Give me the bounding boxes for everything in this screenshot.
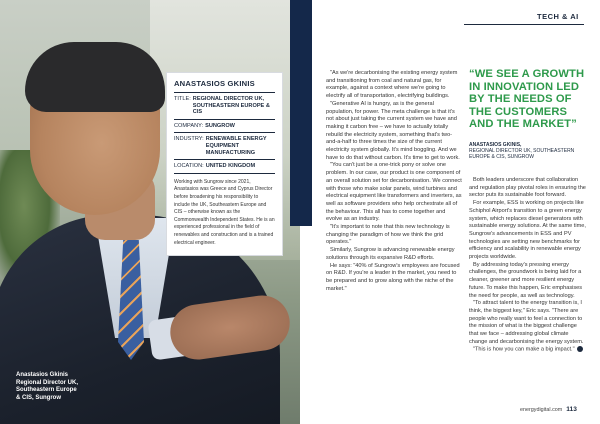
footer-site: energydigital.com [520,407,563,413]
paragraph: Both leaders underscore that collaboration and regulation play pivotal roles in ensuring the sector puts its sustainable foot forward. [469,177,586,199]
caption-line: Regional Director UK, [16,379,79,386]
profile-row-industry [174,133,275,160]
paragraph: By addressing today's pressing energy challenges, the groundwork is being laid for a cleaner, greener and more resilient energy future. To make this happen, Eric emphasises the need for people, as well as technology. [469,261,583,299]
paragraph: "Generative AI is hungry, as is the general population, for power. The meta challenge is that it's not about just taking the current system we have and making it carbon free – we have to actually totally rebuild the electricity system, something that's two-and-a-half to three times the size of the current electricity system globally. It's mind boggling. And we have to do that without carbon. It's time to get to work. [326,100,460,161]
paragraph-text: "This is how you can make a big impact." [473,346,575,353]
body-column-middle [326,70,462,293]
caption-line: & CIS, Sungrow [16,394,61,401]
profile-label: LOCATION: [174,163,204,170]
profile-bio: Working with Sungrow since 2021, Anastasios was Greece and Cyprus Director before broadening his responsibility to include the UK, Southeastern Europe and CIS – otherwise known as the Commonwealth Independent States. He is an experienced professional in the field of renewables and construction and is a trained electrical engineer. [174,178,275,246]
paragraph-final [469,346,587,354]
hair [25,42,165,112]
paragraph: He says: "40% of Sungrow's employees are focused on R&D. If you're a leader in the market, you need to be prepared and to grow along with the niche of the market." [326,262,460,292]
paragraph: "You can't just be a one-trick pony or solve one problem. In our case, our product is one component of an overall solution set for decarbonisation. We connect with those who make solar panels, wind turbines and electrical equipment like transformers and inverters, as well as software providers who help orchestrate all of the behaviour. This all has to come together and evolve as an industry. [326,162,462,223]
section-divider [464,24,584,25]
profile-value: REGIONAL DIRECTOR UK, SOUTHEASTERN EUROPE & CIS [192,96,270,116]
profile-row-location [174,160,275,174]
caption-line: Anastasios Gkinis [16,372,69,378]
page-number: 113 [566,406,577,413]
profile-label: TITLE: [174,96,191,102]
quote-attribution [469,142,587,161]
profile-row-title [174,93,275,120]
paragraph: "As we're decarbonising the existing energy system and transitioning from coal and natural gas, for example, against a context where we're going to electrify all of transportation, electrifying buildings. [326,70,458,100]
paragraph: Similarly, Sungrow is advancing renewable energy solutions through its expansive R&D efforts. [326,247,455,261]
paragraph: "It's important to note that this new technology is changing the paradigm of how we think the grid operates." [326,224,450,246]
attribution-name: ANASTASIOS GKINIS, [469,142,522,148]
profile-row-company [174,120,275,134]
profile-label: COMPANY: [174,122,204,129]
profile-value: SUNGROW [205,122,235,129]
end-of-article-icon [577,346,583,352]
pull-quote: “WE SEE A GROWTH IN INNOVATION LED BY THE NEEDS OF THE CUSTOMERS AND THE MARKET” [469,68,585,131]
paragraph: "To attract talent to the energy transition is, I think, the biggest key," Eric says. "There are people who really want to feel a connection to the mission of what is the biggest challenge that we face – addressing global climate change and decarbonising the energy system. [469,300,584,345]
paragraph: For example, ESS is working on projects like Schiphol Airport's transition to a green energy system, which replaces diesel generators with sustainable energy solutions. At the same time, Sungrow's advancements in ESS and PV technologies are setting new benchmarks for efficiency and scalability in renewable energy projects worldwide. [469,200,586,261]
attribution-title: REGIONAL DIRECTOR UK, SOUTHEASTERN EUROPE & CIS, SUNGROW [469,148,575,161]
photo-caption [16,372,136,402]
profile-box [166,72,283,256]
navy-accent-strip [290,0,312,226]
caption-line: Southeastern Europe [16,387,77,393]
profile-label: INDUSTRY: [174,136,204,143]
section-tag: TECH & AI [537,12,579,21]
profile-name: ANASTASIOS GKINIS [174,79,275,93]
body-column-right [469,177,587,355]
page-footer [520,406,577,413]
profile-value: RENEWABLE ENERGY EQUIPMENT MANUFACTURING [205,136,267,156]
profile-value: UNITED KINGDOM [205,163,256,170]
